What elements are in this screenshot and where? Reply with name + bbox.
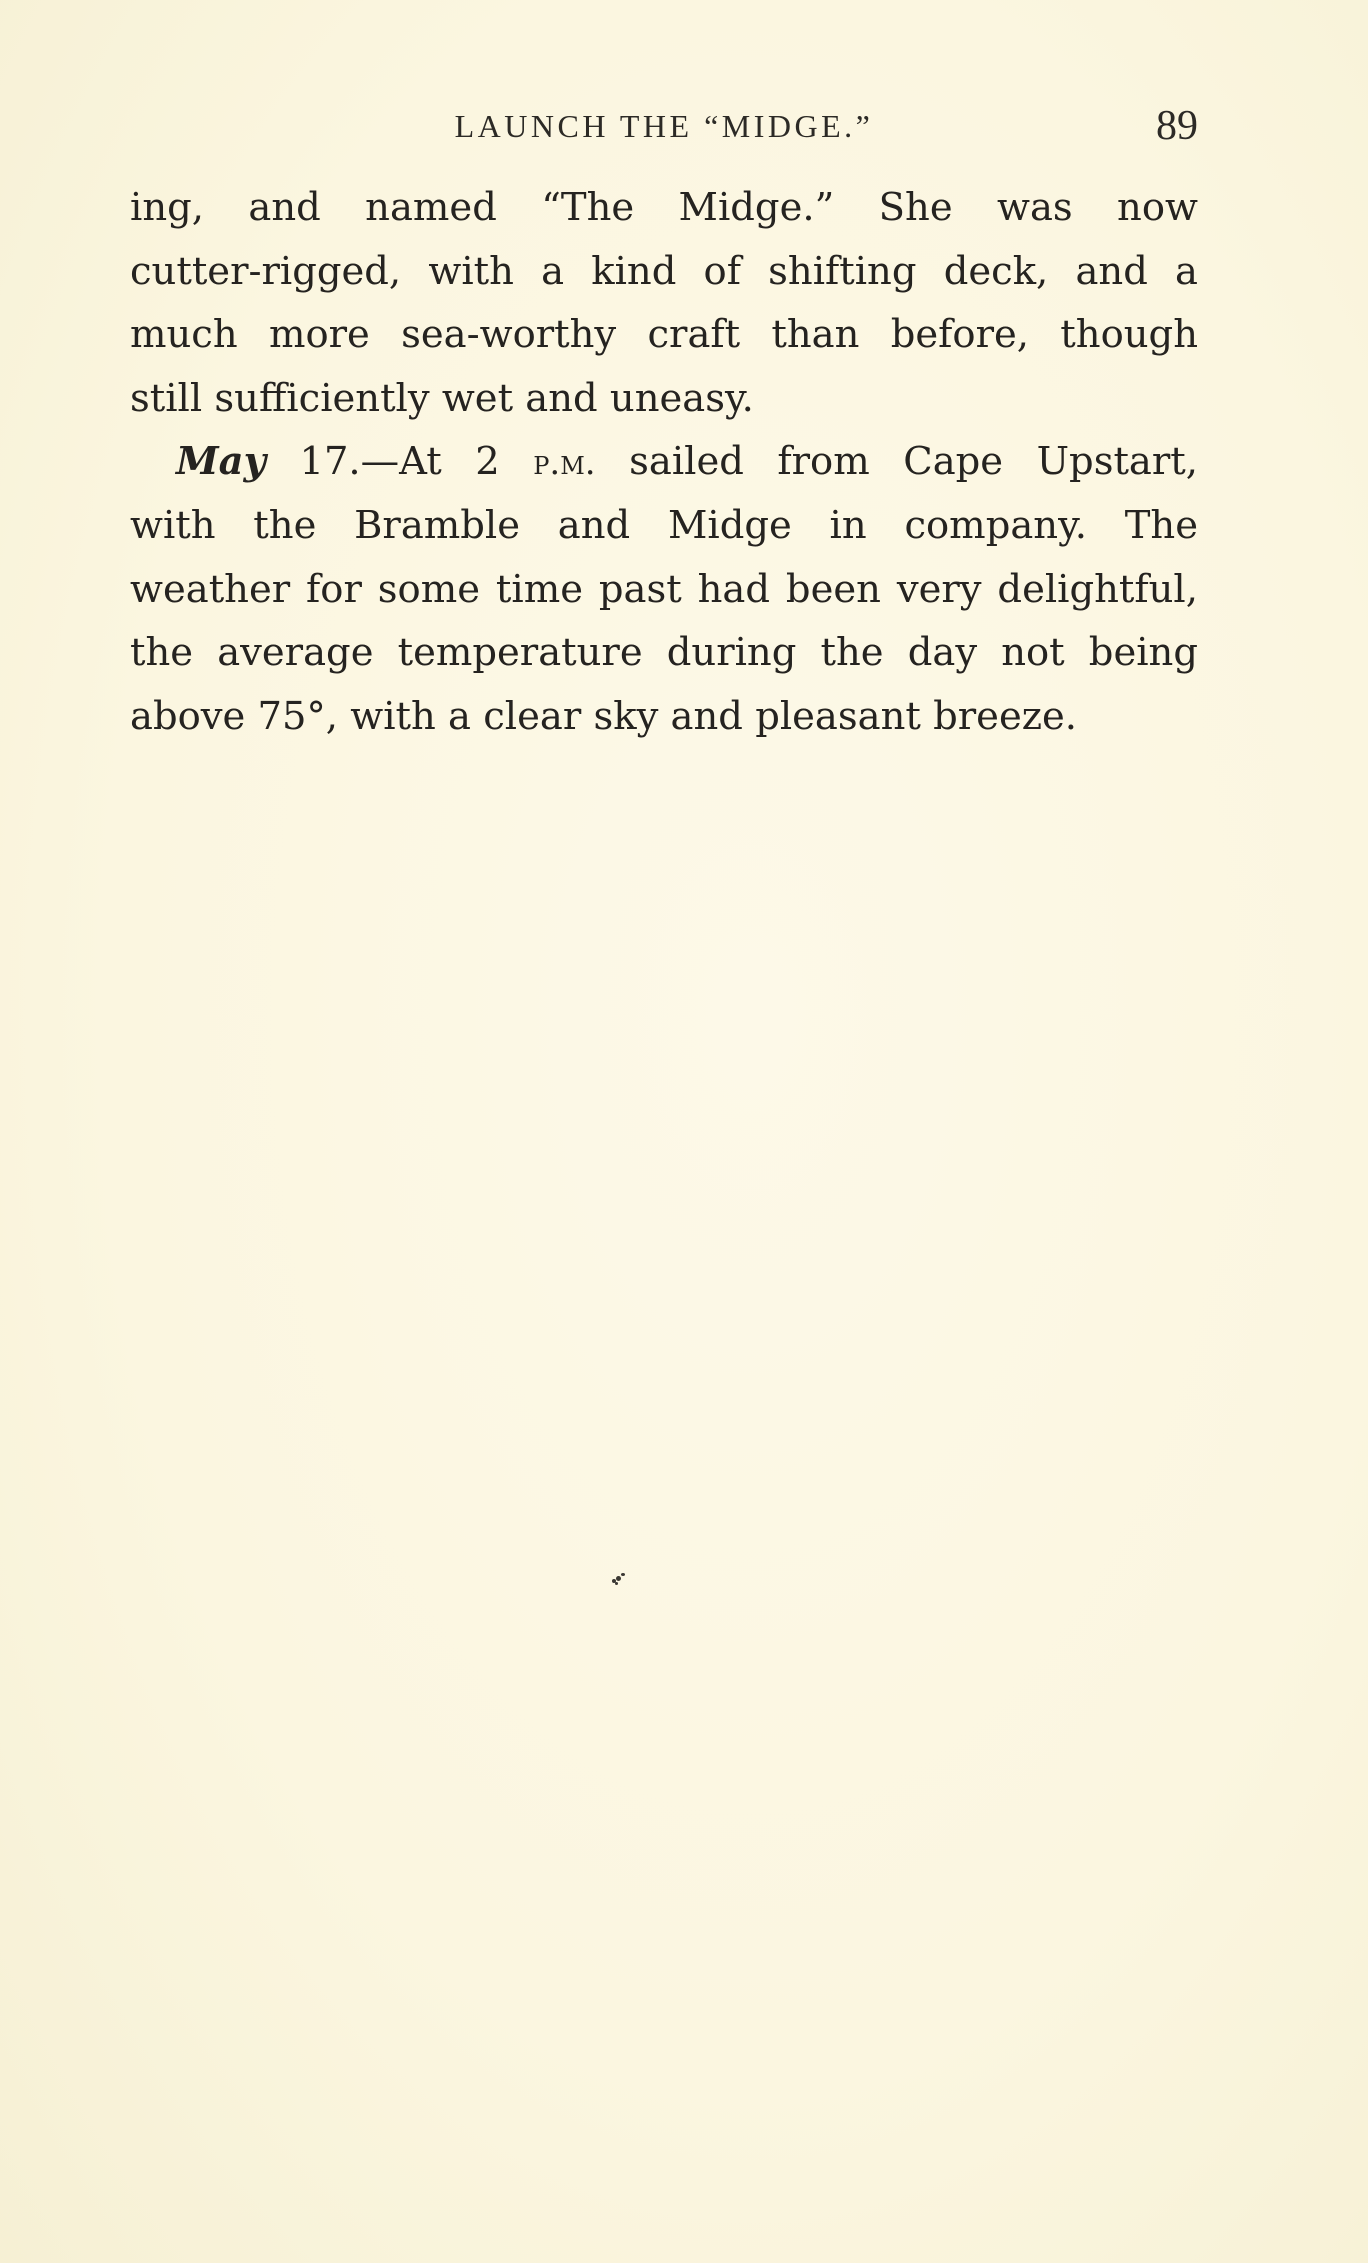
text-line: above 75°, with a clear sky and pleasant breeze. xyxy=(130,693,1078,739)
text-line-end: sailed from Cape Upstart, xyxy=(595,439,1198,485)
text-line: weather for some time past had been very delightful, xyxy=(130,566,1198,612)
ink-speck xyxy=(612,1573,626,1587)
body-text xyxy=(130,176,1198,748)
paragraph-opening-line xyxy=(130,430,1198,494)
entry-date: May xyxy=(176,439,266,485)
text-line: much more sea-worthy craft than before, though xyxy=(130,312,1198,358)
text-line: ing, and named “The Midge.” She was now xyxy=(130,185,1198,230)
text-line: with the Bramble and Midge in company. The xyxy=(130,502,1198,548)
page-number: 89 xyxy=(1156,103,1198,149)
text-line: cutter-rigged, with a kind of shifting deck, and a xyxy=(130,248,1198,294)
entry-day: 17.—At 2 xyxy=(265,439,534,485)
running-title: LAUNCH THE “MIDGE.” xyxy=(454,108,874,144)
running-head xyxy=(130,104,1198,150)
text-line: the average temperature during the day not being xyxy=(130,630,1198,676)
text-line: still sufficiently wet and uneasy. xyxy=(130,375,754,421)
time-abbreviation: p.m. xyxy=(533,443,596,484)
